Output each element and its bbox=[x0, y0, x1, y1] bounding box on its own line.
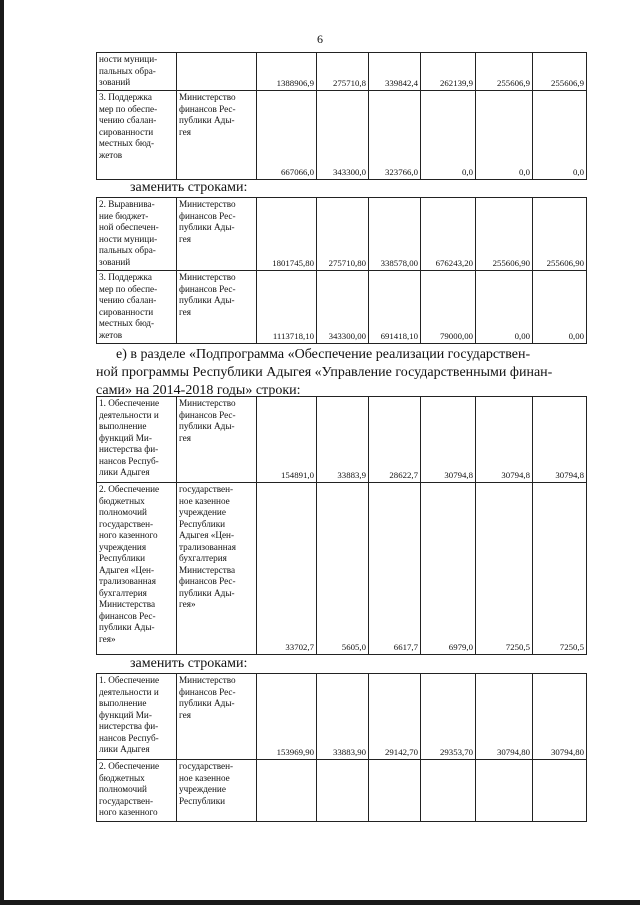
value-cell: 33883,9 bbox=[317, 397, 369, 483]
value-cell: 667066,0 bbox=[257, 91, 317, 180]
value-cell: 255606,9 bbox=[476, 53, 533, 91]
table-row bbox=[97, 760, 587, 822]
value-cell bbox=[476, 760, 533, 822]
executor-cell: государствен- ное казенное учреждение Республики Адыгея «Цен- трализованная бухгалтерия Министерства финансов Рес- публики Ады- гея» bbox=[177, 483, 257, 655]
executor-cell: Министерство финансов Рес- публики Ады- гея bbox=[177, 198, 257, 271]
executor-cell: Министерство финансов Рес- публики Ады- гея bbox=[177, 397, 257, 483]
value-cell: 29353,70 bbox=[421, 674, 476, 760]
value-cell bbox=[533, 760, 587, 822]
value-cell: 255606,90 bbox=[476, 198, 533, 271]
value-cell: 1113718,10 bbox=[257, 271, 317, 344]
value-cell: 30794,80 bbox=[533, 674, 587, 760]
section-paragraph bbox=[96, 346, 596, 400]
value-cell: 343300,00 bbox=[317, 271, 369, 344]
table-row bbox=[97, 271, 587, 344]
value-cell: 33883,90 bbox=[317, 674, 369, 760]
value-cell: 29142,70 bbox=[369, 674, 421, 760]
value-cell: 676243,20 bbox=[421, 198, 476, 271]
value-cell: 33702,7 bbox=[257, 483, 317, 655]
value-cell bbox=[257, 760, 317, 822]
value-cell: 30794,8 bbox=[421, 397, 476, 483]
table-section2-old bbox=[96, 396, 587, 655]
row-name-cell: 3. Поддержка мер по обеспе- чению сбалан- сированности местных бюд- жетов bbox=[97, 91, 177, 180]
value-cell: 30794,8 bbox=[476, 397, 533, 483]
value-cell: 339842,4 bbox=[369, 53, 421, 91]
value-cell: 153969,90 bbox=[257, 674, 317, 760]
value-cell: 30794,8 bbox=[533, 397, 587, 483]
value-cell bbox=[369, 760, 421, 822]
row-name-cell: 2. Обеспечение бюджетных полномочий государствен- ного казенного учреждения Республики Адыгея «Цен- трализованная бухгалтерия Министерства финансов Рес- публики Ады- гея» bbox=[97, 483, 177, 655]
table-row bbox=[97, 53, 587, 91]
value-cell bbox=[421, 760, 476, 822]
value-cell: 691418,10 bbox=[369, 271, 421, 344]
executor-cell: Министерство финансов Рес- публики Ады- гея bbox=[177, 91, 257, 180]
value-cell: 0,00 bbox=[533, 271, 587, 344]
paragraph-first-line: е) в разделе «Подпрограмма «Обеспечение реализации государствен- bbox=[116, 347, 531, 362]
value-cell: 343300,0 bbox=[317, 91, 369, 180]
table-section2-new bbox=[96, 673, 587, 822]
value-cell: 338578,00 bbox=[369, 198, 421, 271]
table-row bbox=[97, 91, 587, 180]
value-cell: 323766,0 bbox=[369, 91, 421, 180]
row-name-cell: 1. Обеспечение деятельности и выполнение функций Ми- нистерства фи- нансов Респуб- лики Адыгея bbox=[97, 397, 177, 483]
value-cell: 255606,90 bbox=[533, 198, 587, 271]
value-cell: 1801745,80 bbox=[257, 198, 317, 271]
value-cell: 1388906,9 bbox=[257, 53, 317, 91]
table-row bbox=[97, 674, 587, 760]
table-row bbox=[97, 198, 587, 271]
value-cell: 0,0 bbox=[476, 91, 533, 180]
table-row bbox=[97, 397, 587, 483]
scan-edge-left bbox=[0, 0, 4, 905]
table-row bbox=[97, 483, 587, 655]
value-cell: 275710,80 bbox=[317, 198, 369, 271]
table-section1-old bbox=[96, 52, 587, 180]
value-cell: 30794,80 bbox=[476, 674, 533, 760]
value-cell: 255606,9 bbox=[533, 53, 587, 91]
value-cell: 262139,9 bbox=[421, 53, 476, 91]
table-section1-new bbox=[96, 197, 587, 344]
value-cell: 7250,5 bbox=[533, 483, 587, 655]
executor-cell: Министерство финансов Рес- публики Ады- гея bbox=[177, 271, 257, 344]
value-cell: 6979,0 bbox=[421, 483, 476, 655]
scan-edge-bottom bbox=[0, 900, 640, 905]
value-cell: 5605,0 bbox=[317, 483, 369, 655]
value-cell: 0,00 bbox=[476, 271, 533, 344]
value-cell bbox=[317, 760, 369, 822]
value-cell: 6617,7 bbox=[369, 483, 421, 655]
row-name-cell: 1. Обеспечение деятельности и выполнение функций Ми- нистерства фи- нансов Респуб- лики Адыгея bbox=[97, 674, 177, 760]
row-name-cell: 3. Поддержка мер по обеспе- чению сбалан- сированности местных бюд- жетов bbox=[97, 271, 177, 344]
value-cell: 7250,5 bbox=[476, 483, 533, 655]
replace-label: заменить строками: bbox=[130, 656, 248, 671]
paragraph-rest: ной программы Республики Адыгея «Управление государственными финан- сами» на 2014-2018 годы» строки: bbox=[96, 365, 553, 398]
value-cell: 154891,0 bbox=[257, 397, 317, 483]
value-cell: 28622,7 bbox=[369, 397, 421, 483]
page-number: 6 bbox=[317, 32, 323, 46]
executor-cell: Министерство финансов Рес- публики Ады- гея bbox=[177, 674, 257, 760]
executor-cell: государствен- ное казенное учреждение Республики bbox=[177, 760, 257, 822]
executor-cell bbox=[177, 53, 257, 91]
row-name-cell: 2. Обеспечение бюджетных полномочий государствен- ного казенного bbox=[97, 760, 177, 822]
value-cell: 275710,8 bbox=[317, 53, 369, 91]
value-cell: 79000,00 bbox=[421, 271, 476, 344]
row-name-cell: ности муници- пальных обра- зований bbox=[97, 53, 177, 91]
replace-label: заменить строками: bbox=[130, 180, 248, 195]
value-cell: 0,0 bbox=[421, 91, 476, 180]
row-name-cell: 2. Выравнива- ние бюджет- ной обеспечен- ности муници- пальных обра- зований bbox=[97, 198, 177, 271]
value-cell: 0,0 bbox=[533, 91, 587, 180]
